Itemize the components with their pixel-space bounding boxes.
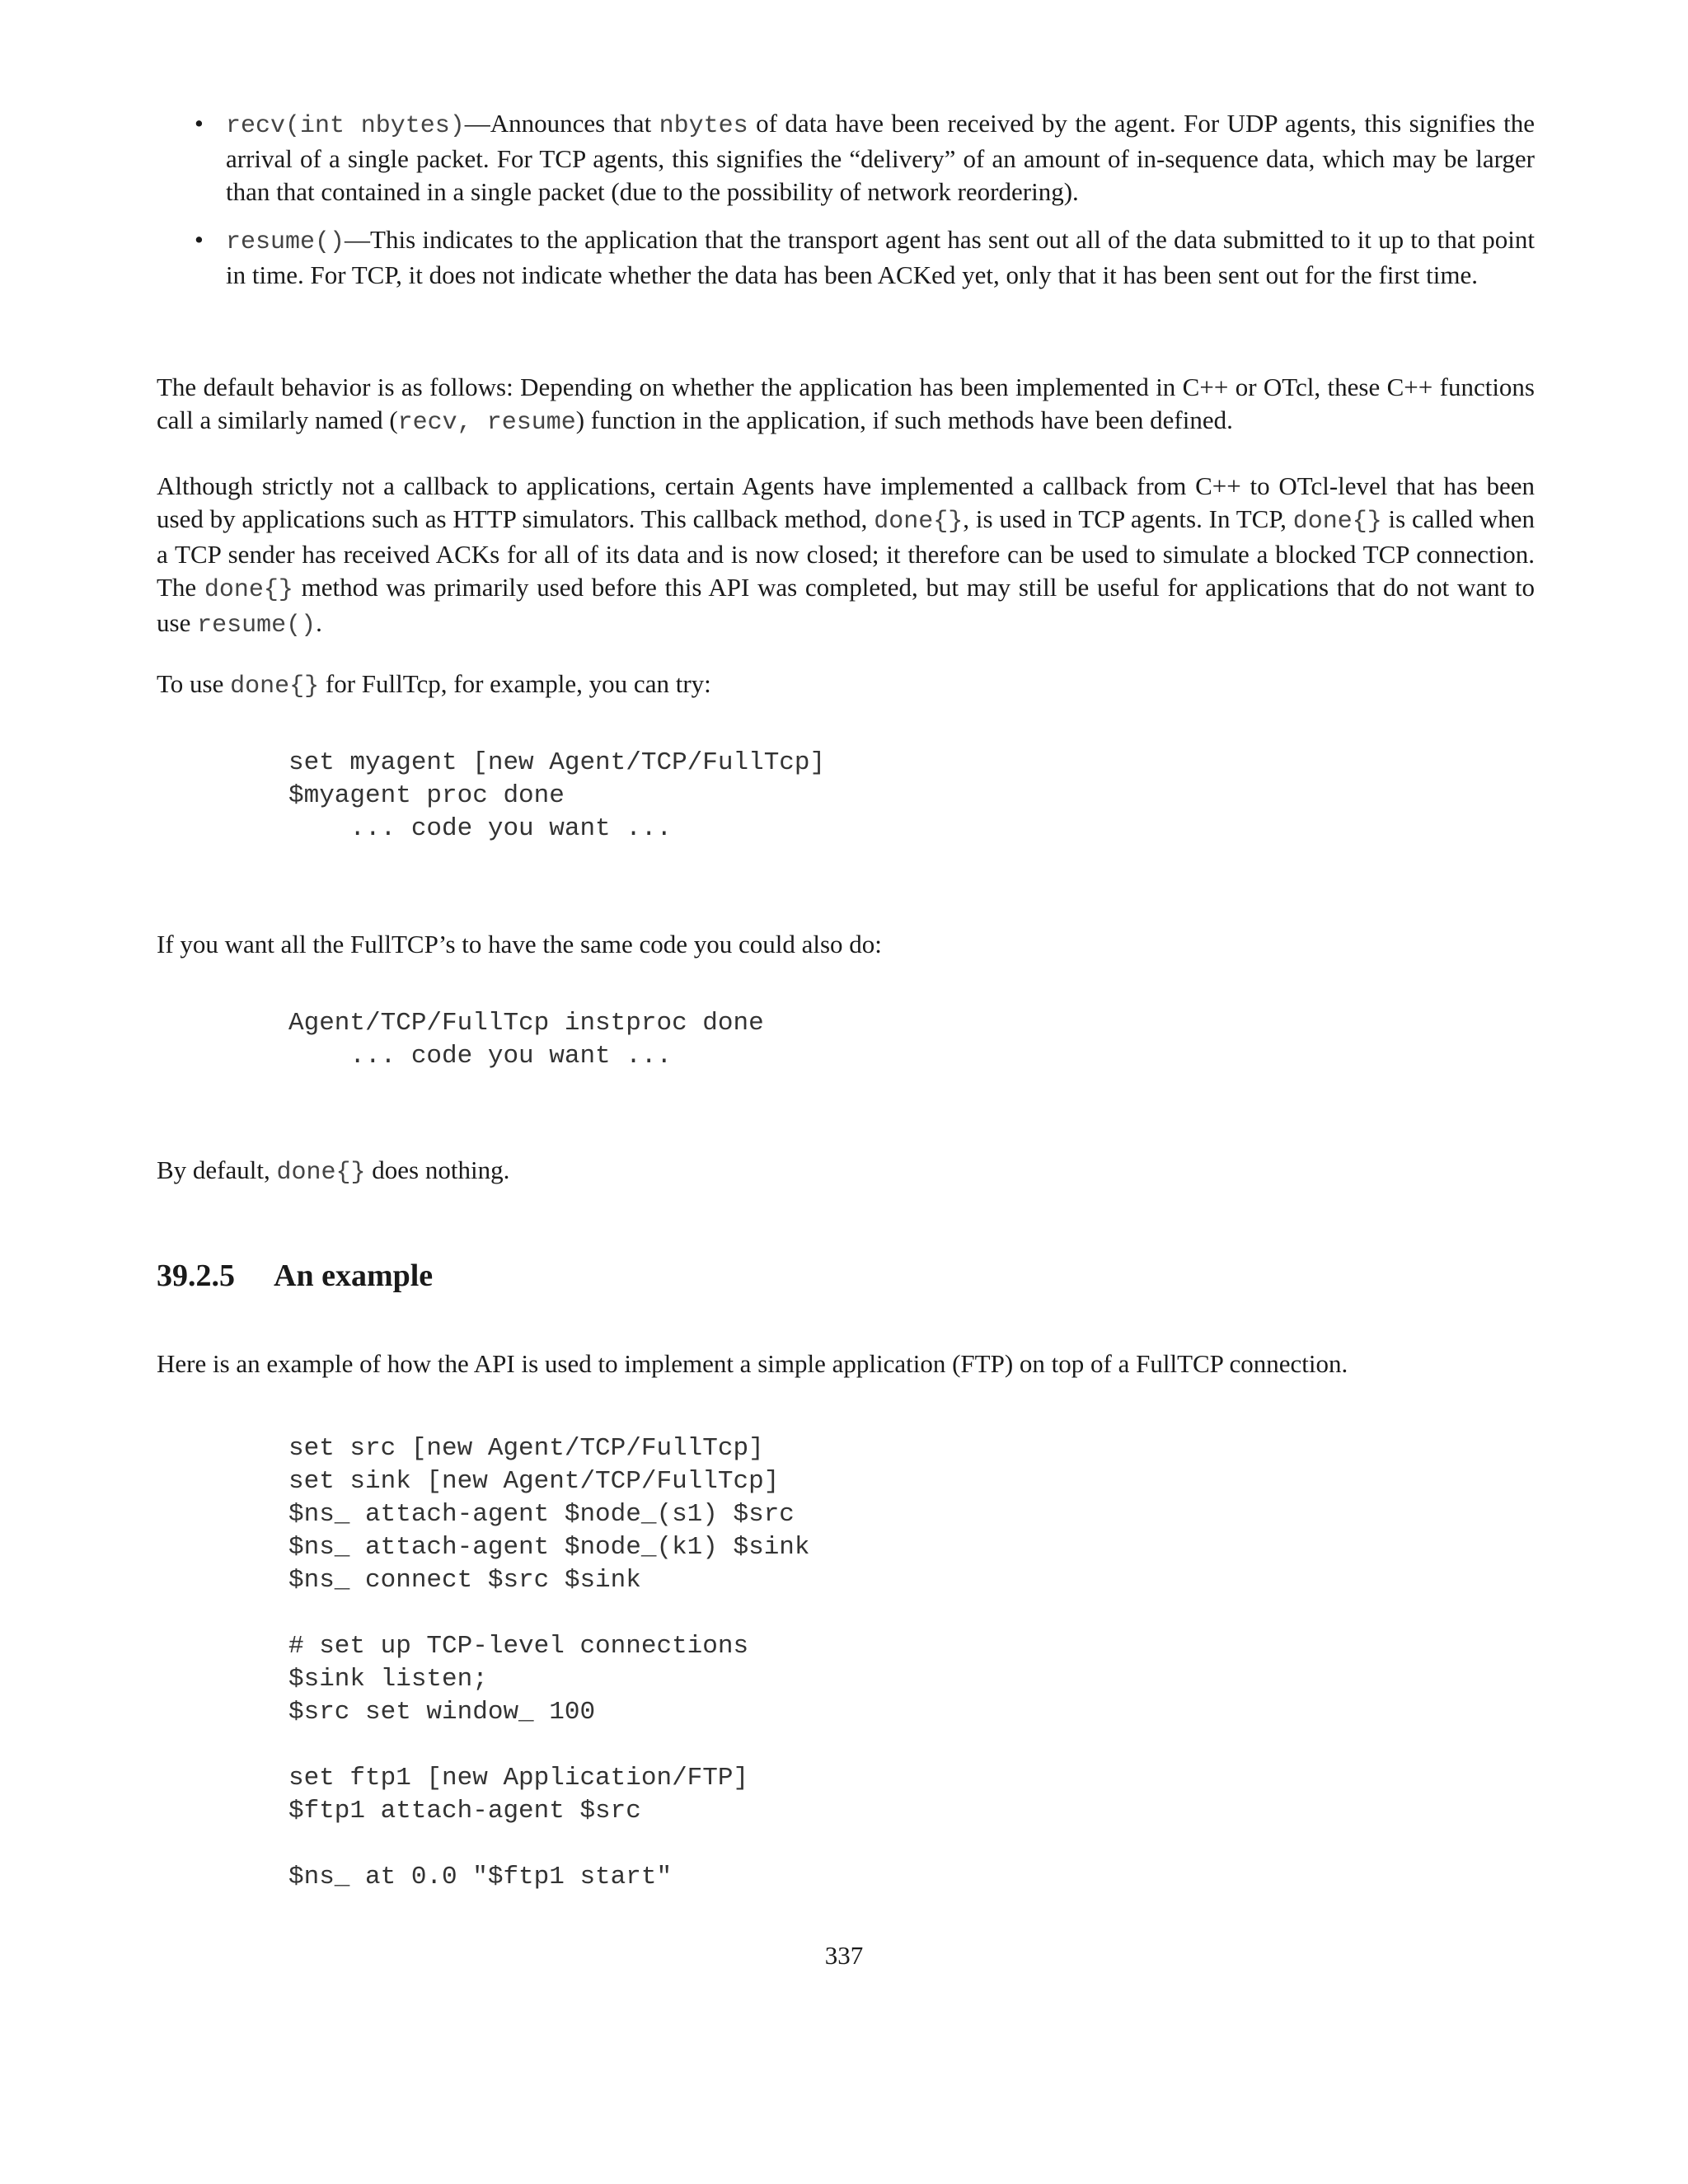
text-run: To use (157, 669, 231, 698)
section-number: 39.2.5 (157, 1258, 235, 1293)
paragraph-all-fulltcp (157, 928, 1535, 961)
text-run: If you want all the FullTCP’s to have the same code you could also do: (157, 930, 882, 958)
bullet-marker: • (195, 225, 204, 254)
bullet-resume (157, 223, 1535, 292)
text-run: method was primarily used before this API was completed, but may still be useful for applications that do not want to use (157, 573, 1535, 637)
inline-code: done{} (204, 576, 293, 604)
inline-code: resume() (197, 612, 316, 640)
text-run: , is used in TCP agents. In TCP, (963, 504, 1293, 533)
inline-code: done{} (276, 1159, 366, 1187)
section-title: An example (274, 1258, 434, 1293)
text-run: ) function in the application, if such methods have been defined. (575, 405, 1233, 434)
inline-code-recv: recv(int nbytes) (226, 112, 465, 140)
inline-code: done{} (1292, 508, 1382, 536)
paragraph-default-behavior (157, 371, 1535, 439)
section-heading (157, 1257, 433, 1295)
bullet-recv (157, 107, 1535, 209)
callback-bullet-list (157, 107, 1535, 292)
text-run: The default behavior is as follows: Depending on whether the application has been implemented in C++ or OTcl, these C++ functions call a similarly named ( (157, 373, 1535, 434)
page-number: 337 (824, 1941, 864, 1970)
paragraph-to-use (157, 668, 1535, 703)
bullet-text: —Announces that (464, 109, 659, 138)
bullet-marker: • (195, 109, 204, 138)
text-run: is called when a TCP sender has received ACKs for all of its data and is now closed; it therefore can be used to simulate a blocked TCP connection. The (157, 504, 1536, 602)
inline-code: recv, resume (397, 409, 576, 437)
bullet-text: of data have been received by the agent. For UDP agents, this signifies the arrival of a single packet. For TCP agents, this signifies the “delivery” of an amount of in-sequence data, which may be larger than that contained in a single packet (due to the possibility of network reordering). (226, 109, 1535, 206)
bullet-text: —This indicates to the application that the transport agent has sent out all of the data submitted to it up to that point in time. For TCP, it does not indicate whether the data has been ACKed yet, only that it has been sent out for the first time. (226, 225, 1535, 289)
inline-code: done{} (874, 508, 964, 536)
text-run: for FullTcp, for example, you can try: (319, 669, 711, 698)
code-block-ftp-example: set src [new Agent/TCP/FullTcp] set sink [new Agent/TCP/FullTcp] $ns_ attach-agent $node_(s1) $src $ns_ attach-agent $node_(k1) $sink $ns_ connect $src $sink # set up TCP-level connections $sink listen; $src set window_ 100 set ftp1 [new Application/FTP] $ftp1 attach-agent $src $ns_ at 0.0 "$ftp1 start" (288, 1434, 810, 1891)
paragraph-example (157, 1347, 1535, 1380)
text-run: . (316, 608, 322, 637)
code-block-myagent: set myagent [new Agent/TCP/FullTcp] $myagent proc done ... code you want ... (288, 748, 826, 843)
text-run: does nothing. (365, 1155, 510, 1184)
paragraph-by-default (157, 1154, 1535, 1189)
paragraph-callback (157, 470, 1535, 642)
text-run: Although strictly not a callback to applications, certain Agents have implemented a callback from C++ to OTcl-level that has been used by applications such as HTTP simulators. This callback method, (157, 471, 1535, 533)
text-run: Here is an example of how the API is used to implement a simple application (FTP) on top of a FullTCP connection. (157, 1349, 1348, 1378)
text-run: By default, (157, 1155, 277, 1184)
inline-code-nbytes: nbytes (659, 112, 748, 140)
code-block-instproc: Agent/TCP/FullTcp instproc done ... code you want ... (288, 1009, 764, 1071)
inline-code: done{} (230, 673, 320, 701)
inline-code-resume: resume() (226, 228, 345, 256)
